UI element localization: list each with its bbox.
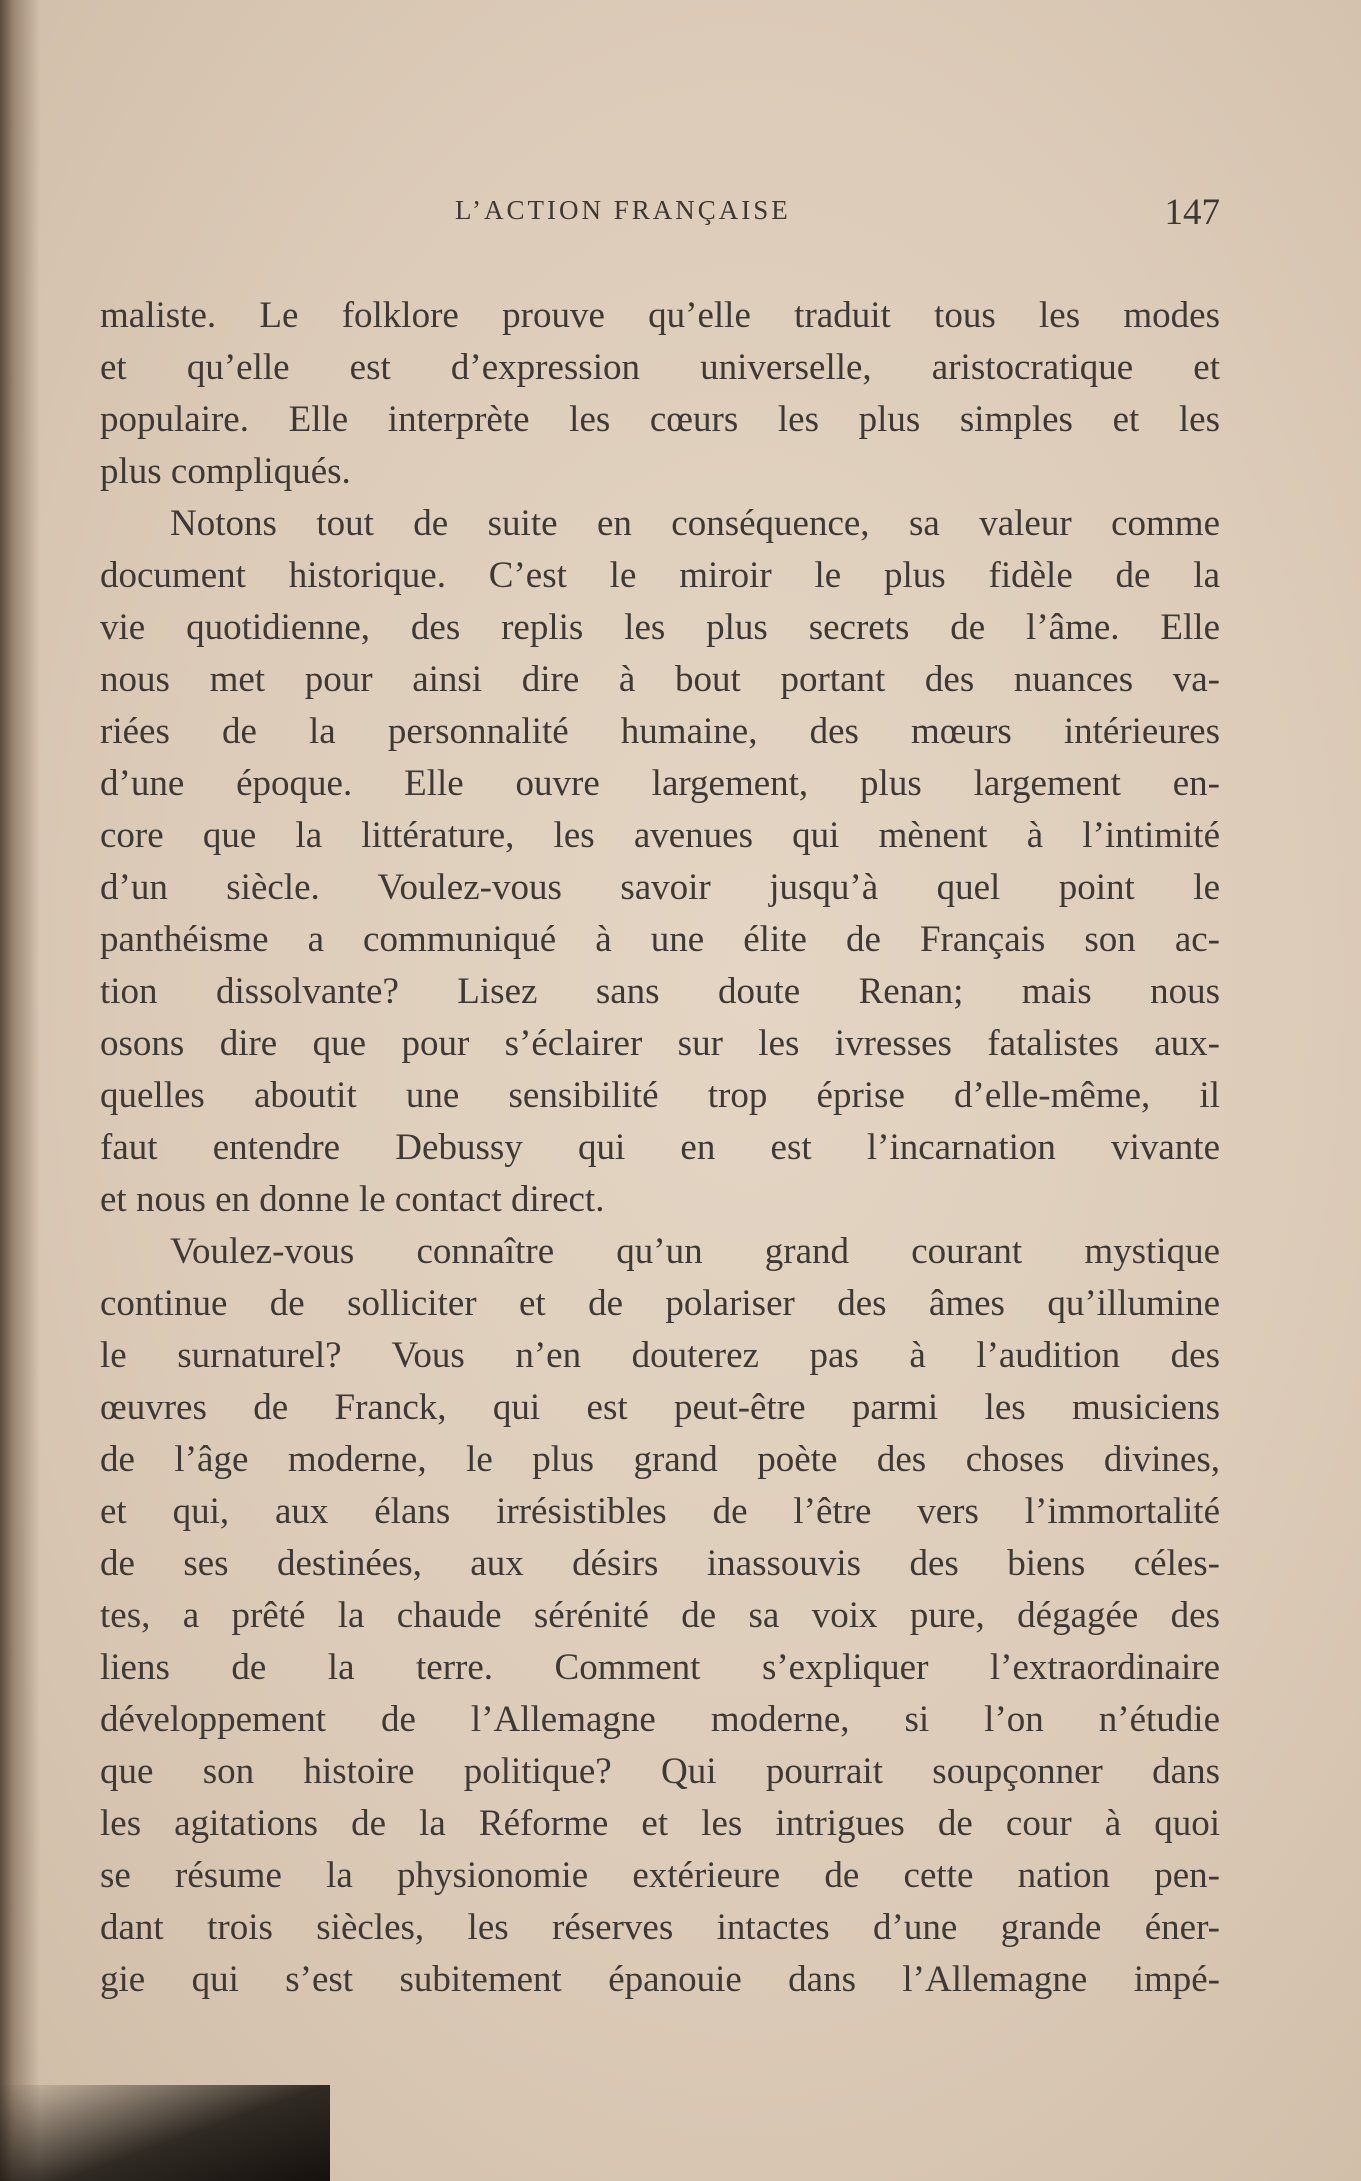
page-number: 147 bbox=[1164, 192, 1220, 233]
page-corner-shadow bbox=[0, 2085, 330, 2181]
text-line: riées de la personnalité humaine, des mœurs intérieures bbox=[100, 711, 1220, 752]
text-line: quelles aboutit une sensibilité trop éprise d’elle-même, il bbox=[100, 1075, 1220, 1116]
text-line: maliste. Le folklore prouve qu’elle traduit tous les modes bbox=[100, 295, 1220, 336]
text-line: développement de l’Allemagne moderne, si l’on n’étudie bbox=[100, 1699, 1220, 1740]
text-line: le surnaturel? Vous n’en douterez pas à l’audition des bbox=[100, 1335, 1220, 1376]
text-line: d’une époque. Elle ouvre largement, plus largement en- bbox=[100, 763, 1220, 804]
text-line: et qui, aux élans irrésistibles de l’être vers l’immortalité bbox=[100, 1491, 1220, 1532]
paragraph bbox=[100, 498, 1220, 1226]
text-line: tion dissolvante? Lisez sans doute Renan; mais nous bbox=[100, 971, 1220, 1012]
text-line: plus compliqués. bbox=[100, 451, 351, 492]
text-line: de ses destinées, aux désirs inassouvis des biens céles- bbox=[100, 1543, 1220, 1584]
text-line: populaire. Elle interprète les cœurs les plus simples et les bbox=[100, 399, 1220, 440]
text-line: et qu’elle est d’expression universelle, aristocratique et bbox=[100, 347, 1220, 388]
text-line: de l’âge moderne, le plus grand poète des choses divines, bbox=[100, 1439, 1220, 1480]
text-line: se résume la physionomie extérieure de cette nation pen- bbox=[100, 1855, 1220, 1896]
text-line: dant trois siècles, les réserves intactes d’une grande éner- bbox=[100, 1907, 1220, 1948]
text-line: tes, a prêté la chaude sérénité de sa voix pure, dégagée des bbox=[100, 1595, 1220, 1636]
text-line: document historique. C’est le miroir le plus fidèle de la bbox=[100, 555, 1220, 596]
body-text bbox=[100, 290, 1220, 2006]
paragraph bbox=[100, 290, 1220, 498]
text-line: faut entendre Debussy qui en est l’incarnation vivante bbox=[100, 1127, 1220, 1168]
text-line: les agitations de la Réforme et les intrigues de cour à quoi bbox=[100, 1803, 1220, 1844]
paragraph bbox=[100, 1226, 1220, 2006]
running-head bbox=[100, 192, 1220, 235]
text-line: et nous en donne le contact direct. bbox=[100, 1179, 605, 1220]
text-line: que son histoire politique? Qui pourrait soupçonner dans bbox=[100, 1751, 1220, 1792]
text-line: Voulez-vous connaître qu’un grand courant mystique bbox=[170, 1231, 1220, 1272]
text-line: d’un siècle. Voulez-vous savoir jusqu’à quel point le bbox=[100, 867, 1220, 908]
text-line: continue de solliciter et de polariser des âmes qu’illumine bbox=[100, 1283, 1220, 1324]
text-line: œuvres de Franck, qui est peut-être parmi les musiciens bbox=[100, 1387, 1220, 1428]
text-line: core que la littérature, les avenues qui mènent à l’intimité bbox=[100, 815, 1220, 856]
text-line: vie quotidienne, des replis les plus secrets de l’âme. Elle bbox=[100, 607, 1220, 648]
text-line: panthéisme a communiqué à une élite de Français son ac- bbox=[100, 919, 1220, 960]
text-line: Notons tout de suite en conséquence, sa valeur comme bbox=[170, 503, 1220, 544]
text-line: gie qui s’est subitement épanouie dans l’Allemagne impé- bbox=[100, 1959, 1220, 2000]
text-line: nous met pour ainsi dire à bout portant des nuances va- bbox=[100, 659, 1220, 700]
spine-shadow bbox=[0, 0, 40, 2181]
running-title: L’ACTION FRANÇAISE bbox=[455, 195, 791, 225]
text-line: osons dire que pour s’éclairer sur les ivresses fatalistes aux- bbox=[100, 1023, 1220, 1064]
text-line: liens de la terre. Comment s’expliquer l’extraordinaire bbox=[100, 1647, 1220, 1688]
